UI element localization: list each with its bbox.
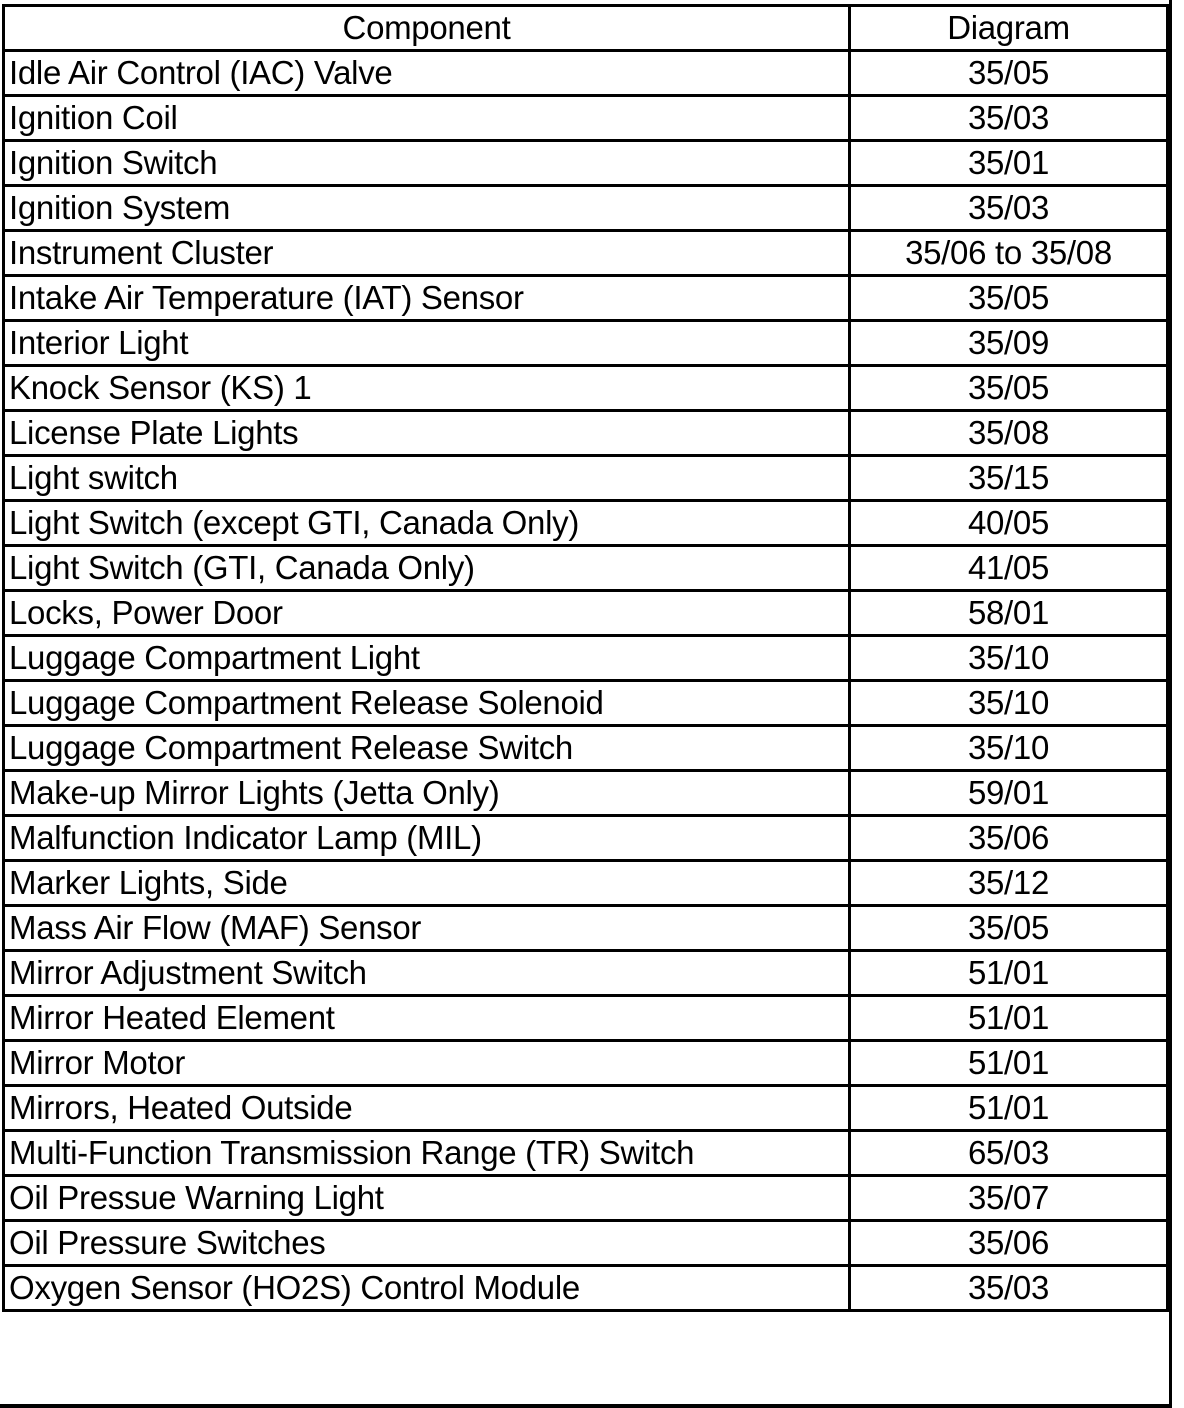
table-row xyxy=(4,996,1168,1041)
diagram-cell: 35/03 xyxy=(850,96,1168,141)
diagram-cell: 51/01 xyxy=(850,996,1168,1041)
table-row xyxy=(4,456,1168,501)
component-cell: Mirror Heated Element xyxy=(4,996,850,1041)
component-cell: Ignition System xyxy=(4,186,850,231)
table-row xyxy=(4,1176,1168,1221)
component-cell: Luggage Compartment Release Solenoid xyxy=(4,681,850,726)
table-row xyxy=(4,591,1168,636)
component-cell: Idle Air Control (IAC) Valve xyxy=(4,51,850,96)
component-cell: Mass Air Flow (MAF) Sensor xyxy=(4,906,850,951)
component-diagram-table xyxy=(2,4,1169,1312)
page-edge-bottom xyxy=(0,1404,1172,1408)
table-row xyxy=(4,906,1168,951)
table-row xyxy=(4,771,1168,816)
table-row xyxy=(4,321,1168,366)
component-cell: Light Switch (GTI, Canada Only) xyxy=(4,546,850,591)
table-row xyxy=(4,861,1168,906)
table-header-row xyxy=(4,6,1168,51)
table-row xyxy=(4,1086,1168,1131)
component-cell: Interior Light xyxy=(4,321,850,366)
component-cell: Luggage Compartment Light xyxy=(4,636,850,681)
table-row xyxy=(4,681,1168,726)
table-row xyxy=(4,186,1168,231)
diagram-cell: 35/10 xyxy=(850,636,1168,681)
table-row xyxy=(4,141,1168,186)
column-header-component: Component xyxy=(4,6,850,51)
diagram-cell: 58/01 xyxy=(850,591,1168,636)
component-cell: Ignition Switch xyxy=(4,141,850,186)
component-cell: Light Switch (except GTI, Canada Only) xyxy=(4,501,850,546)
component-cell: Knock Sensor (KS) 1 xyxy=(4,366,850,411)
diagram-cell: 35/05 xyxy=(850,276,1168,321)
component-cell: Mirrors, Heated Outside xyxy=(4,1086,850,1131)
table-row xyxy=(4,501,1168,546)
component-cell: Make-up Mirror Lights (Jetta Only) xyxy=(4,771,850,816)
component-cell: Oxygen Sensor (HO2S) Control Module xyxy=(4,1266,850,1311)
page-edge-right xyxy=(1169,0,1172,1408)
table-row xyxy=(4,411,1168,456)
diagram-cell: 35/01 xyxy=(850,141,1168,186)
diagram-cell: 41/05 xyxy=(850,546,1168,591)
component-cell: Instrument Cluster xyxy=(4,231,850,276)
diagram-cell: 35/03 xyxy=(850,1266,1168,1311)
diagram-cell: 35/05 xyxy=(850,366,1168,411)
component-cell: License Plate Lights xyxy=(4,411,850,456)
diagram-cell: 35/12 xyxy=(850,861,1168,906)
diagram-cell: 35/09 xyxy=(850,321,1168,366)
table-row xyxy=(4,96,1168,141)
table-row xyxy=(4,1221,1168,1266)
table-row xyxy=(4,51,1168,96)
diagram-cell: 35/05 xyxy=(850,906,1168,951)
diagram-cell: 51/01 xyxy=(850,1086,1168,1131)
table-row xyxy=(4,1131,1168,1176)
diagram-cell: 65/03 xyxy=(850,1131,1168,1176)
diagram-cell: 59/01 xyxy=(850,771,1168,816)
diagram-cell: 35/08 xyxy=(850,411,1168,456)
diagram-cell: 35/10 xyxy=(850,681,1168,726)
table-row xyxy=(4,636,1168,681)
diagram-cell: 40/05 xyxy=(850,501,1168,546)
component-cell: Intake Air Temperature (IAT) Sensor xyxy=(4,276,850,321)
diagram-cell: 35/10 xyxy=(850,726,1168,771)
table-row xyxy=(4,366,1168,411)
table-row xyxy=(4,231,1168,276)
table-row xyxy=(4,951,1168,996)
component-cell: Oil Pressure Switches xyxy=(4,1221,850,1266)
component-cell: Mirror Adjustment Switch xyxy=(4,951,850,996)
component-cell: Oil Pressue Warning Light xyxy=(4,1176,850,1221)
component-cell: Locks, Power Door xyxy=(4,591,850,636)
component-cell: Light switch xyxy=(4,456,850,501)
component-cell: Ignition Coil xyxy=(4,96,850,141)
diagram-cell: 35/03 xyxy=(850,186,1168,231)
table-row xyxy=(4,546,1168,591)
table-row xyxy=(4,816,1168,861)
column-header-diagram: Diagram xyxy=(850,6,1168,51)
diagram-cell: 35/07 xyxy=(850,1176,1168,1221)
diagram-cell: 35/06 xyxy=(850,1221,1168,1266)
table-row xyxy=(4,276,1168,321)
diagram-cell: 35/06 xyxy=(850,816,1168,861)
diagram-cell: 51/01 xyxy=(850,951,1168,996)
component-cell: Multi-Function Transmission Range (TR) Switch xyxy=(4,1131,850,1176)
diagram-cell: 51/01 xyxy=(850,1041,1168,1086)
diagram-cell: 35/05 xyxy=(850,51,1168,96)
table-row xyxy=(4,726,1168,771)
table-body xyxy=(4,51,1168,1311)
component-cell: Malfunction Indicator Lamp (MIL) xyxy=(4,816,850,861)
table-row xyxy=(4,1041,1168,1086)
diagram-cell: 35/06 to 35/08 xyxy=(850,231,1168,276)
component-cell: Mirror Motor xyxy=(4,1041,850,1086)
component-cell: Marker Lights, Side xyxy=(4,861,850,906)
table-row xyxy=(4,1266,1168,1311)
diagram-cell: 35/15 xyxy=(850,456,1168,501)
component-cell: Luggage Compartment Release Switch xyxy=(4,726,850,771)
